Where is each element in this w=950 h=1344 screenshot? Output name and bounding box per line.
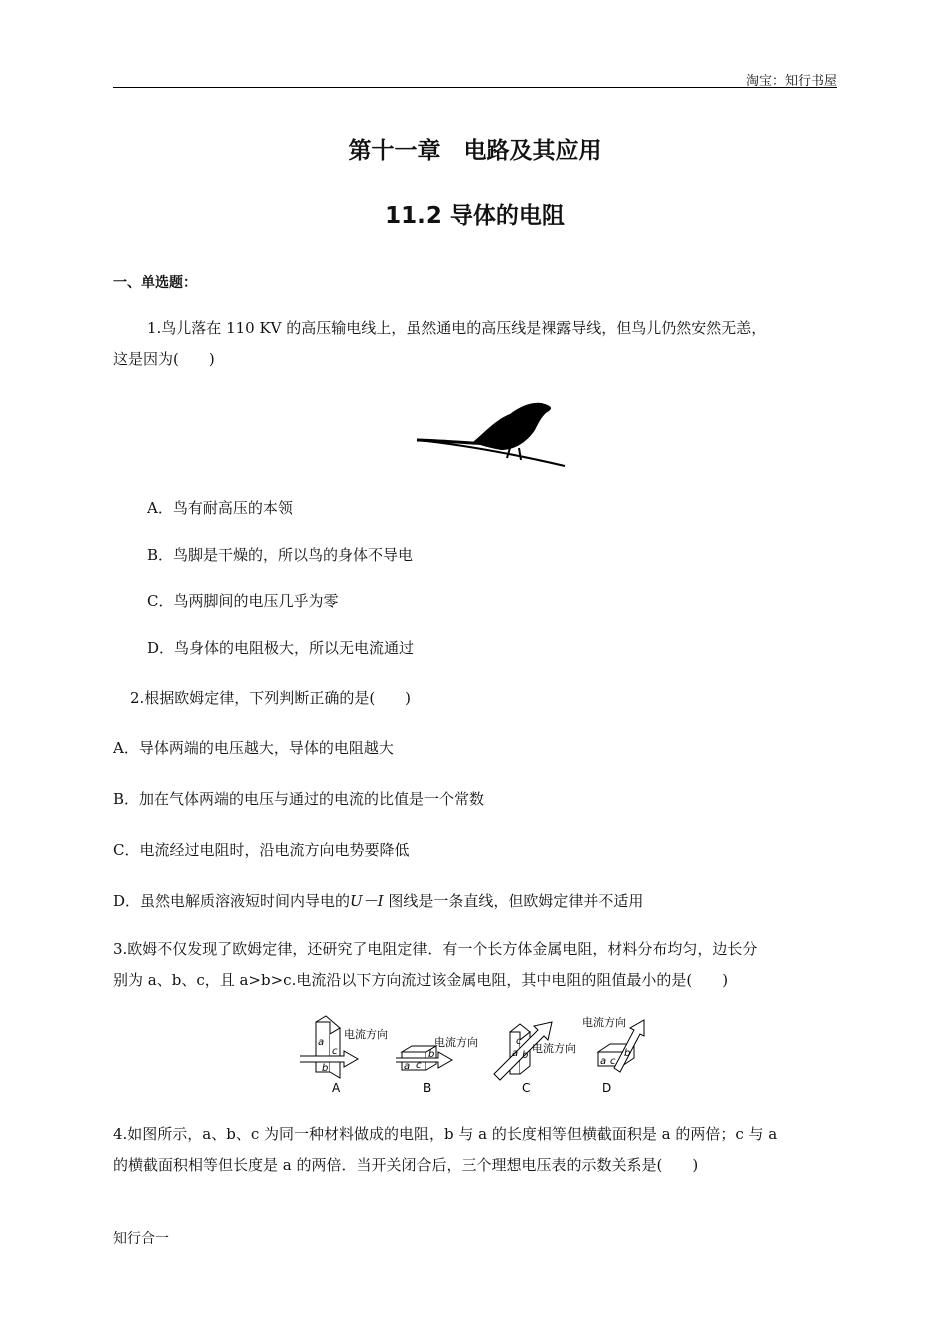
- figure-d-edge-c: c: [610, 1056, 616, 1067]
- q1-option-a: A．鸟有耐高压的本领: [147, 499, 293, 517]
- section-heading: 一、单选题：: [113, 275, 197, 291]
- bird-on-wire-image: [415, 398, 570, 470]
- figure-d-current: 电流方向: [582, 1016, 626, 1029]
- figure-a-edge-a: a: [318, 1037, 325, 1048]
- q4-stem-line1: 4.如图所示，a、b、c 为同一种材料做成的电阻，b 与 a 的长度相等但横截面积是 a 的两倍；c 与 a: [113, 1125, 778, 1143]
- q2-option-a: A．导体两端的电压越大，导体的电阻越大: [113, 739, 394, 757]
- figure-a-label: A: [332, 1081, 341, 1095]
- chapter-title: 第十一章 电路及其应用: [348, 138, 602, 164]
- figure-c-edge-b: b: [522, 1050, 529, 1061]
- bird-leg-right: [519, 448, 521, 460]
- q3-stem-line2: 别为 a、b、c，且 a>b>c.电流沿以下方向流过该金属电阻，其中电阻的阻值最小的是( ): [113, 971, 729, 989]
- header-text: 淘宝：知行书屋: [745, 74, 837, 89]
- figure-d-edge-b: b: [624, 1048, 631, 1059]
- figure-d: [582, 1015, 644, 1095]
- q4-stem-line2: 的横截面积相等但长度是 a 的两倍．当开关闭合后，三个理想电压表的示数关系是( ): [113, 1156, 699, 1174]
- figure-a-current: 电流方向: [344, 1028, 388, 1041]
- figure-c-edge-a: a: [512, 1048, 519, 1059]
- q2-option-b: B．加在气体两端的电压与通过的电流的比值是一个常数: [113, 790, 485, 808]
- figure-d-edge-a: a: [600, 1056, 607, 1067]
- figure-b-edge-a: a: [404, 1061, 411, 1072]
- figure-d-label: D: [602, 1081, 612, 1095]
- q2-option-d: [113, 890, 643, 911]
- figure-a-edge-c: c: [332, 1046, 338, 1057]
- q3-figure: [298, 1012, 658, 1098]
- q2-option-d-var: U－I: [350, 892, 384, 910]
- bird-body: [473, 403, 551, 450]
- figure-a: [300, 1016, 388, 1095]
- q1-option-c: C．鸟两脚间的电压几乎为零: [147, 592, 339, 610]
- figure-a-edge-b: b: [322, 1063, 329, 1074]
- figure-b-current: 电流方向: [434, 1036, 478, 1049]
- figure-b-edge-b: b: [428, 1049, 435, 1060]
- q1-option-d: D．鸟身体的电阻极大，所以无电流通过: [147, 639, 415, 657]
- q2-option-d-post: 图线是一条直线，但欧姆定律并不适用: [383, 892, 644, 910]
- header-rule: [113, 87, 837, 88]
- q2-option-c: C．电流经过电阻时，沿电流方向电势要降低: [113, 841, 410, 859]
- figure-c-current: 电流方向: [532, 1042, 576, 1055]
- figure-b: [396, 1035, 478, 1095]
- footer-text: 知行合一: [113, 1231, 169, 1247]
- figure-c: [494, 1022, 576, 1095]
- figure-b-label: B: [423, 1081, 432, 1095]
- q1-stem-line2: 这是因为( ): [113, 350, 215, 368]
- q2-stem: 2.根据欧姆定律，下列判断正确的是( ): [130, 689, 412, 707]
- q1-stem-line1: 1.鸟儿落在 110 KV 的高压输电线上，虽然通电的高压线是裸露导线，但鸟儿仍然安然无恙，: [147, 319, 767, 337]
- q1-option-b: B．鸟脚是干燥的，所以鸟的身体不导电: [147, 546, 414, 564]
- section-title: 11.2 导体的电阻: [385, 203, 565, 229]
- figure-c-edge-c: c: [516, 1036, 522, 1047]
- q3-stem-line1: 3.欧姆不仅发现了欧姆定律，还研究了电阻定律．有一个长方体金属电阻，材料分布均匀，边长分: [113, 940, 758, 958]
- figure-c-label: C: [522, 1081, 531, 1095]
- q2-option-d-pre: D．虽然电解质溶液短时间内导电的: [113, 892, 351, 910]
- figure-b-edge-c: c: [416, 1060, 422, 1071]
